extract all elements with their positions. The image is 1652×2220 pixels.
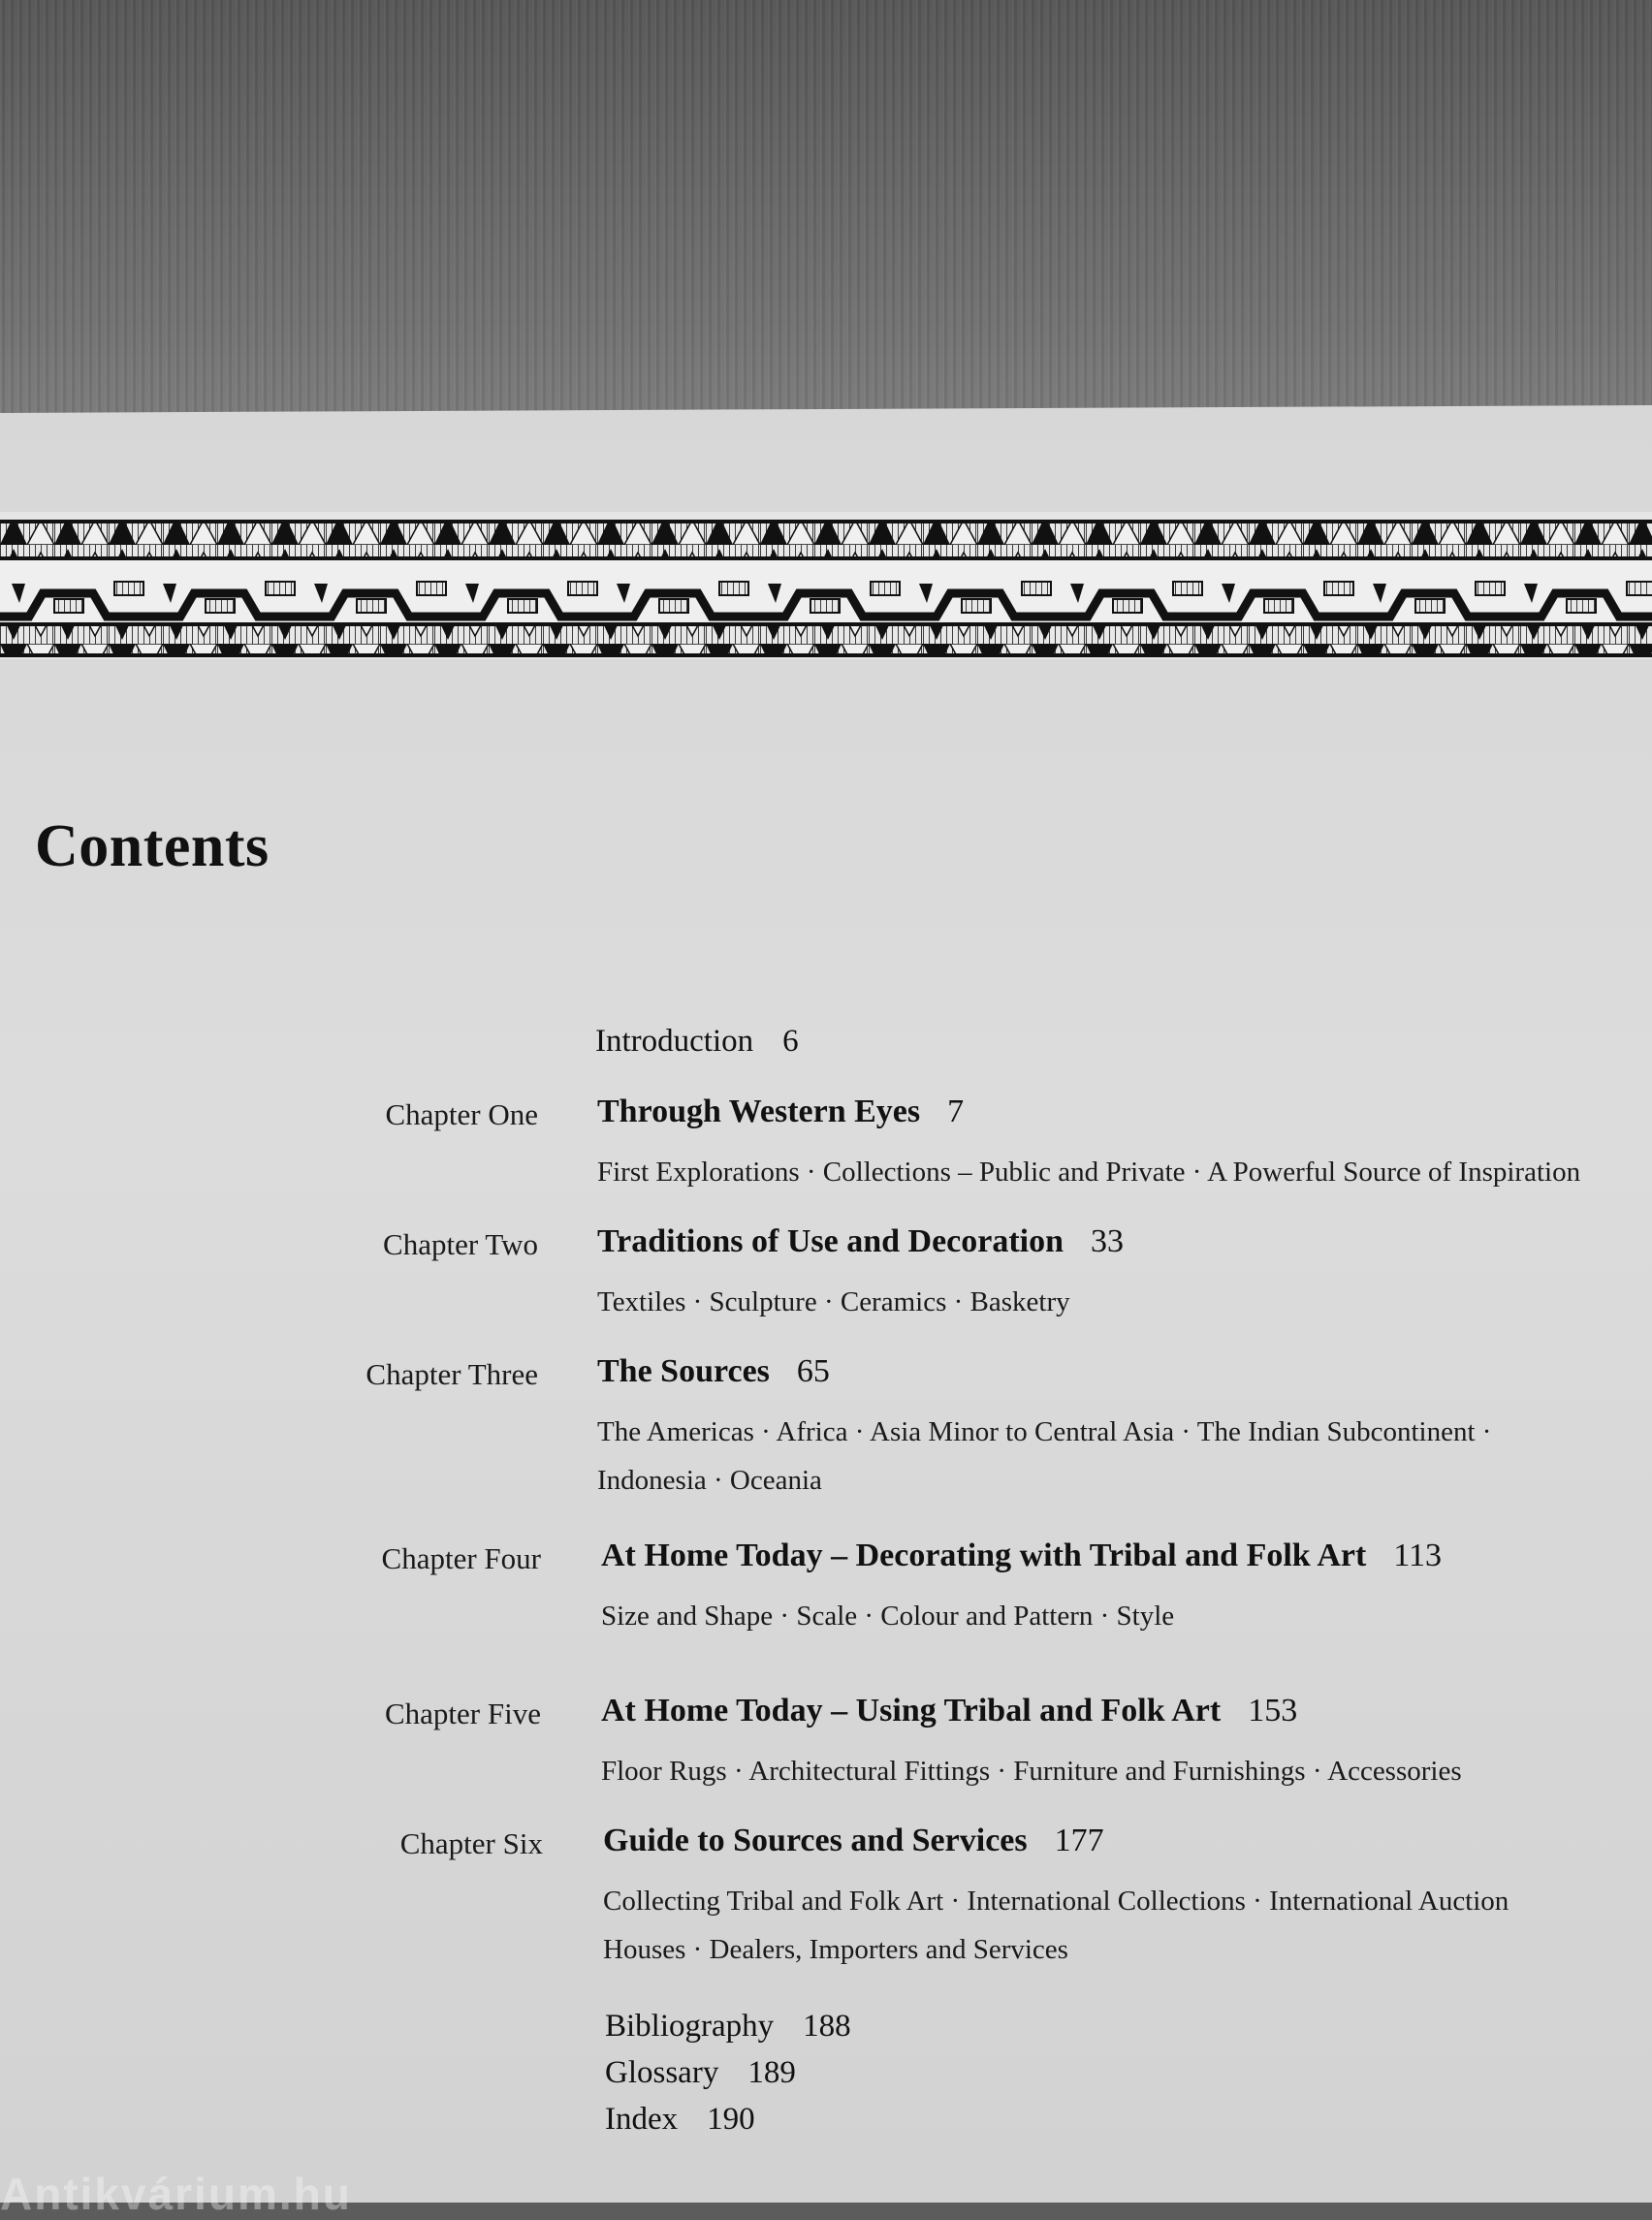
chapter-title [597,1094,964,1130]
entry-title: Bibliography [605,2009,775,2044]
chapter-title [597,1353,830,1390]
chapter-topics: Collecting Tribal and Folk Art · International Collections · International Auction Houses · Dealers, Importers and Services [603,1886,1509,1965]
entry-title: Introduction [595,1024,754,1059]
chapter-title [603,1823,1104,1859]
chapter-label: Chapter Three [365,1357,538,1391]
chapter-label: Chapter Two [383,1227,538,1261]
entry-page-number: 189 [747,2055,796,2090]
chapter-label: Chapter One [385,1097,538,1131]
chapter-title [601,1693,1297,1729]
toc-entry-introduction [595,1024,799,1060]
chapter-label: Chapter Four [381,1541,541,1575]
chapter-topics: The Americas · Africa · Asia Minor to Central Asia · The Indian Subcontinent · Indonesia · Oceania [597,1416,1492,1496]
chapter-page-number: 177 [1054,1823,1104,1858]
chapter-title-text: At Home Today – Decorating with Tribal and Folk Art [601,1538,1367,1573]
chapter-page-number: 153 [1248,1693,1298,1728]
chapter-title [601,1538,1442,1574]
chapter-topics: Textiles · Sculpture · Ceramics · Basketry [597,1286,1070,1317]
chapter-title [597,1223,1124,1260]
toc-entry-index [605,2102,755,2138]
entry-page-number: 6 [782,1024,799,1059]
chapter-page-number: 65 [796,1353,830,1389]
chapter-topics: Size and Shape · Scale · Colour and Pattern · Style [601,1601,1175,1632]
chapter-label: Chapter Six [399,1826,543,1860]
toc-entry-glossary [605,2055,796,2091]
toc-entry-bibliography [605,2009,851,2045]
chapter-page-number: 113 [1393,1538,1443,1573]
chapter-title-text: The Sources [597,1353,770,1389]
chapter-topics: Floor Rugs · Architectural Fittings · Furniture and Furnishings · Accessories [601,1756,1462,1787]
page-title: Contents [35,813,270,879]
decorative-tribal-border [0,512,1652,659]
chapter-title-text: Guide to Sources and Services [603,1823,1028,1858]
wooden-surface-background [0,0,1652,427]
entry-page-number: 188 [803,2009,851,2044]
entry-title: Glossary [605,2055,719,2090]
chapter-page-number: 33 [1091,1223,1125,1259]
watermark-text: Antikvárium.hu [0,2169,352,2219]
entry-page-number: 190 [707,2102,755,2137]
chapter-page-number: 7 [947,1094,965,1129]
chapter-topics: First Explorations · Collections – Public and Private · A Powerful Source of Inspiration [597,1157,1581,1188]
chapter-title-text: At Home Today – Using Tribal and Folk Art [601,1693,1222,1728]
entry-title: Index [605,2102,679,2137]
chapter-title-text: Through Western Eyes [597,1094,921,1129]
chapter-label: Chapter Five [385,1697,541,1730]
chapter-title-text: Traditions of Use and Decoration [597,1223,1064,1259]
